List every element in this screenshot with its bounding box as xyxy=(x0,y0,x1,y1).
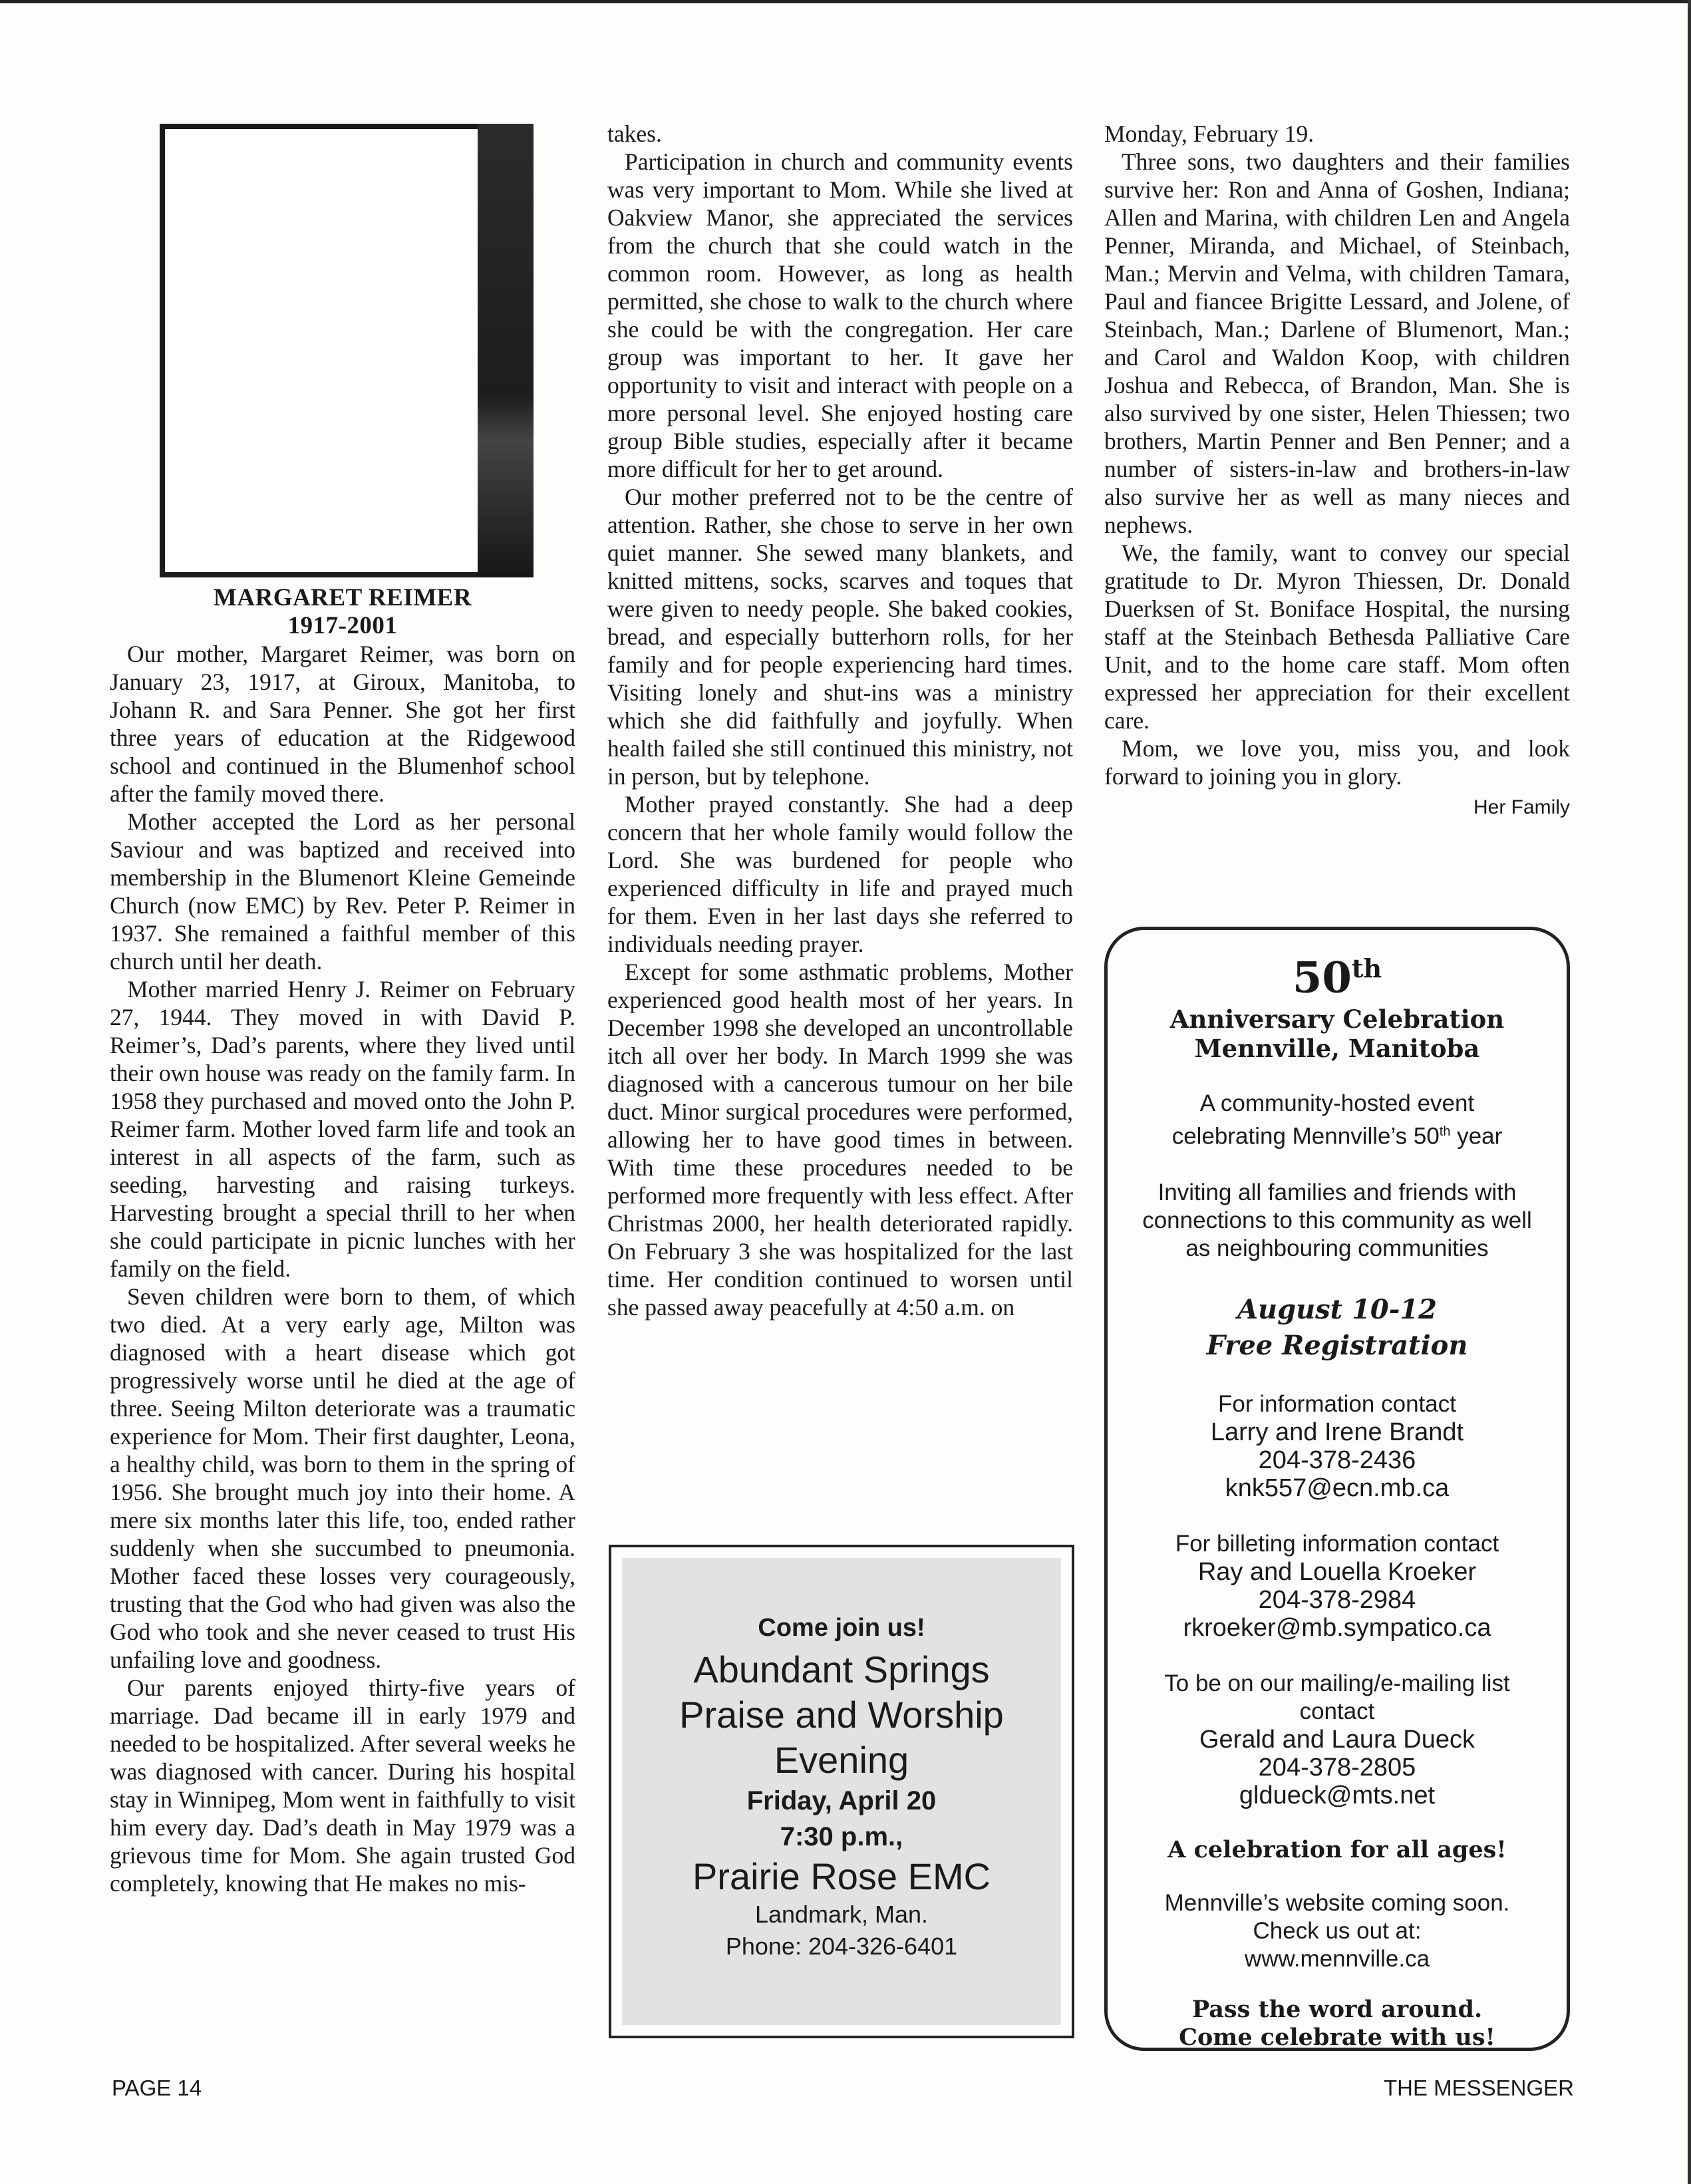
obituary-photo xyxy=(160,124,494,577)
ad-all-ages: A celebration for all ages! xyxy=(1167,1835,1507,1863)
mennville-anniversary-ad xyxy=(1104,927,1570,2051)
obituary-signature: Her Family xyxy=(1473,796,1570,818)
mailing-heading-2: contact xyxy=(1299,1698,1375,1724)
obituary-column-3 xyxy=(1104,120,1570,822)
ad-closing-1: Pass the word around. xyxy=(1191,1995,1483,2023)
mailing-name: Gerald and Laura Dueck xyxy=(1199,1725,1475,1754)
mailing-phone: 204-378-2805 xyxy=(1258,1753,1416,1782)
paragraph: takes. xyxy=(607,120,662,147)
info-contact-heading: For information contact xyxy=(1218,1390,1456,1417)
obituary-name: MARGARET REIMER xyxy=(213,584,472,611)
ad-dates: August 10-12 xyxy=(1237,1293,1438,1325)
obituary-column-2 xyxy=(607,120,1073,1321)
billeting-name: Ray and Louella Kroeker xyxy=(1197,1557,1477,1586)
ad-description-2: celebrating Mennville’s 50th year xyxy=(1171,1123,1503,1150)
worship-evening-ad xyxy=(609,1545,1074,2038)
ad-join-text: Come join us! xyxy=(758,1614,925,1642)
ad-closing-2: Come celebrate with us! xyxy=(1179,2023,1495,2051)
ad-title-line-3: Evening xyxy=(774,1739,909,1781)
ad-phone: Phone: 204-326-6401 xyxy=(725,1933,958,1960)
paragraph: Mother married Henry J. Reimer on February 27, 1944. They moved in with David P. Reimer’s, Dad’s parents, where they lived until their own house was ready on the family farm. In 1958 they purchased and moved onto the John P. Reimer farm. Mother loved farm life and took an interest in all aspects of the farm, such as seeding, harvesting and raising turkeys. Harvesting brought a special thrill to her when she could participate in picnic lunches with her family on the field. xyxy=(110,976,575,1282)
ad-headline-2: Mennville, Manitoba xyxy=(1194,1034,1480,1064)
anniversary-number: 50th xyxy=(1292,953,1382,1003)
ad-town: Landmark, Man. xyxy=(754,1901,929,1928)
billeting-heading: For billeting information contact xyxy=(1175,1530,1499,1557)
website-line-1: Mennville’s website coming soon. xyxy=(1164,1889,1510,1916)
billeting-phone: 204-378-2984 xyxy=(1258,1585,1416,1614)
billeting-email[interactable]: rkroeker@mb.sympatico.ca xyxy=(1183,1613,1491,1642)
paragraph: Our parents enjoyed thirty-five years of marriage. Dad became ill in early 1979 and needed to be hospitalized. After several weeks he was diagnosed with cancer. During his hospital stay in Winnipeg, Mom went in faithfully to visit him every day. Dad’s death in May 1979 was a grievous time for Mom. She again trusted God completely, knowing that He makes no mis- xyxy=(110,1674,575,1897)
paragraph: Mother prayed constantly. She had a deep concern that her whole family would follow the Lord. She was burdened for people who experienced difficulty in life and prayed much for them. Even in her last days she referred to individuals needing prayer. xyxy=(607,791,1073,957)
ad-headline-1: Anniversary Celebration xyxy=(1169,1005,1505,1034)
mailing-email[interactable]: gldueck@mts.net xyxy=(1239,1781,1436,1809)
page-border-right xyxy=(1688,0,1691,2184)
ad-invite-3: as neighbouring communities xyxy=(1185,1235,1489,1261)
ad-invite-2: connections to this community as well xyxy=(1142,1207,1532,1233)
ad-venue: Prairie Rose EMC xyxy=(692,1855,991,1897)
ad-registration: Free Registration xyxy=(1206,1329,1468,1361)
info-contact-name: Larry and Irene Brandt xyxy=(1210,1418,1464,1446)
mailing-heading-1: To be on our mailing/e-mailing list xyxy=(1164,1670,1510,1696)
ad-time: 7:30 p.m., xyxy=(780,1822,903,1851)
ad-invite-1: Inviting all families and friends with xyxy=(1157,1179,1517,1205)
paragraph: Three sons, two daughters and their families survive her: Ron and Anna of Goshen, Indiana; Allen and Marina, with children Len and Angela Penner, Miranda, and Michael, of Steinbach, Man.; Mervin and Velma, with children Tamara, Paul and fiancee Brigitte Lessard, and Jolene, of Steinbach, Man.; Darlene of Blumenort, Man.; and Carol and Waldon Koop, with children Joshua and Rebecca, of Brandon, Man. She is also survived by one sister, Helen Thiessen; two brothers, Martin Penner and Ben Penner; and a number of sisters-in-law and brothers-in-law also survive her as well as many nieces and nephews. xyxy=(1104,148,1570,538)
obituary-column-1 xyxy=(110,640,575,1897)
paragraph: Seven children were born to them, of which two died. At a very early age, Milton was diagnosed with a heart disease which got progressively worse until he died at the age of three. Seeing Milton deteriorate was a traumatic experience for Mom. Their first daughter, Leona, a healthy child, was born to them in the spring of 1956. She brought much joy into their home. A mere six months later this life, too, ended rather suddenly when she succumbed to pneumonia. Mother faced these losses very courageously, trusting that the God who had given was also the God who took and she never ceased to trust His unfailing love and goodness. xyxy=(110,1283,575,1673)
paragraph: We, the family, want to convey our special gratitude to Dr. Myron Thiessen, Dr. Donald Duerksen of St. Boniface Hospital, the nursing staff at the Steinbach Bethesda Palliative Care Unit, and to the home care staff. Mom often expressed her appreciation for their excellent care. xyxy=(1104,540,1570,734)
page-border-top xyxy=(0,0,1691,3)
ad-title-line-1: Abundant Springs xyxy=(693,1648,990,1690)
ad-date: Friday, April 20 xyxy=(746,1786,937,1815)
publication-name: THE MESSENGER xyxy=(1383,2076,1574,2100)
obituary-years: 1917-2001 xyxy=(287,612,398,639)
paragraph: Participation in church and community events was very important to Mom. While she lived at Oakview Manor, she appreciated the services from the church that she could watch in the common room. However, as long as health permitted, she chose to walk to the church where she could be with the congregation. Her care group was important to her. It gave her opportunity to visit and interact with people on a more personal level. She enjoyed hosting care group Bible studies, especially after it became more difficult for her to get around. xyxy=(607,148,1073,482)
obituary-photo-shadow xyxy=(478,124,534,577)
paragraph: Mom, we love you, miss you, and look forward to joining you in glory. xyxy=(1104,735,1570,790)
website-url[interactable]: www.mennville.ca xyxy=(1244,1945,1430,1972)
paragraph: Our mother, Margaret Reimer, was born on January 23, 1917, at Giroux, Manitoba, to Johann R. and Sara Penner. She got her first three years of education at the Ridgewood school and continued in the Blumenhof school after the family moved there. xyxy=(110,641,575,807)
website-line-2: Check us out at: xyxy=(1253,1917,1422,1944)
worship-ad-panel xyxy=(622,1558,1061,2025)
page-number: PAGE 14 xyxy=(112,2076,202,2100)
paragraph: Except for some asthmatic problems, Mother experienced good health most of her years. In December 1998 she developed an uncontrollable itch all over her body. In March 1999 she was diagnosed with a cancerous tumour on her bile duct. Minor surgical procedures were performed, allowing her to have good times in between. With time these procedures needed to be performed more frequently with less effect. After Christmas 2000, her health deteriorated rapidly. On February 3 she was hospitalized for the last time. Her condition continued to worsen until she passed away peacefully at 4:50 a.m. on xyxy=(607,959,1073,1321)
ad-description-1: A community-hosted event xyxy=(1199,1090,1475,1117)
paragraph: Monday, February 19. xyxy=(1104,120,1314,147)
info-contact-phone: 204-378-2436 xyxy=(1258,1446,1416,1474)
paragraph: Mother accepted the Lord as her personal Saviour and was baptized and received into membership in the Blumenort Kleine Gemeinde Church (now EMC) by Rev. Peter P. Reimer in 1937. She remained a faithful member of this church until her death. xyxy=(110,808,575,975)
info-contact-email[interactable]: knk557@ecn.mb.ca xyxy=(1225,1474,1450,1502)
ad-title-line-2: Praise and Worship xyxy=(679,1694,1004,1736)
obituary-heading xyxy=(110,584,575,640)
paragraph: Our mother preferred not to be the centre of attention. Rather, she chose to serve in her own quiet manner. She sewed many blankets, and knitted mittens, socks, scarves and toques that were given to needy people. She baked cookies, bread, and especially butterhorn rolls, for her family and for people experiencing hard times. Visiting lonely and shut-ins was a ministry which she did faithfully and joyfully. When health failed she still continued this ministry, not in person, but by telephone. xyxy=(607,484,1073,790)
